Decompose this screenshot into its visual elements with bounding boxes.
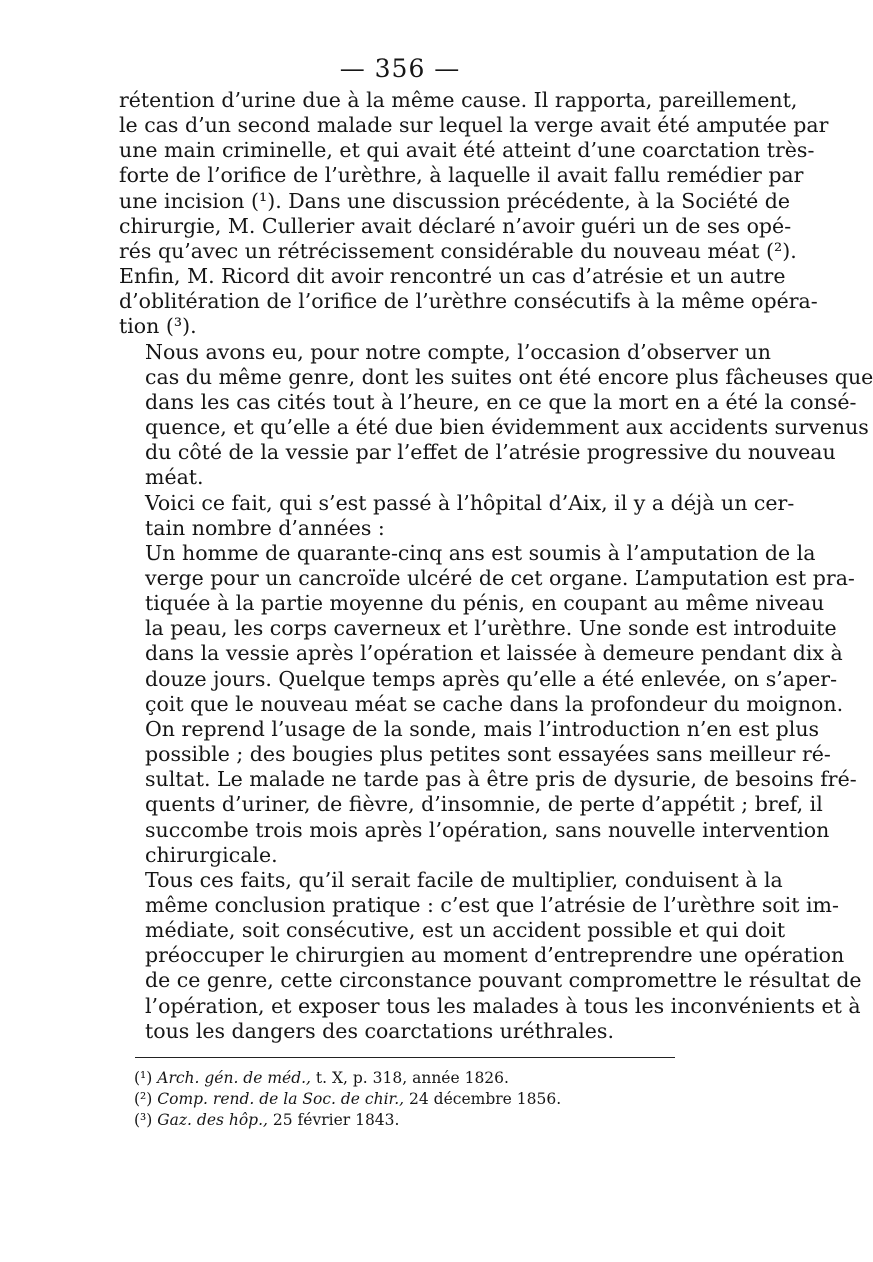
footnote-reference: 25 février 1843.: [267, 1111, 400, 1129]
text-line: tain nombre d’années :: [145, 515, 385, 540]
footnote: [134, 1110, 674, 1131]
text-line: possible ; des bougies plus petites sont essayées sans meilleur ré-: [145, 742, 831, 767]
footnote-separator: [135, 1057, 675, 1058]
footnote: [134, 1089, 674, 1110]
text-line: Nous avons eu, pour notre compte, l’occasion d’observer un: [145, 339, 772, 364]
text-line: Voici ce fait, qui s’est passé à l’hôpital d’Aix, il y a déjà un cer-: [145, 490, 795, 515]
paragraph: [119, 88, 829, 340]
footnote-marker: (¹): [134, 1069, 153, 1087]
text-line: le cas d’un second malade sur lequel la verge avait été amputée par: [119, 113, 829, 138]
text-line: sultat. Le malade ne tarde pas à être pris de dysurie, de besoins fré-: [145, 767, 857, 792]
text-line: verge pour un cancroïde ulcéré de cet organe. L’amputation est pra-: [145, 565, 855, 590]
text-line: chirurgie, M. Cullerier avait déclaré n’avoir guéri un de ses opé-: [119, 213, 792, 238]
text-line: préoccuper le chirurgien au moment d’entreprendre une opération: [145, 943, 845, 968]
text-line: méat.: [145, 465, 204, 490]
text-line: rés qu’avec un rétrécissement considérable du nouveau méat (²).: [119, 238, 797, 263]
footnote-reference: t. X, p. 318, année 1826.: [310, 1069, 509, 1087]
footnote-source: Gaz. des hôp.,: [157, 1111, 268, 1129]
text-line: même conclusion pratique : c’est que l’atrésie de l’urèthre soit im-: [145, 893, 839, 917]
text-line: quents d’uriner, de fièvre, d’insomnie, de perte d’appétit ; bref, il: [145, 792, 823, 817]
text-line: Un homme de quarante-cinq ans est soumis à l’amputation de la: [145, 540, 816, 565]
page-number: — 356 —: [339, 54, 461, 83]
paragraph: [119, 867, 862, 1044]
text-line: médiate, soit consécutive, est un accident possible et qui doit: [145, 918, 786, 943]
text-line: tion (³).: [119, 314, 197, 339]
body-text: [119, 88, 873, 1044]
text-line: l’opération, et exposer tous les malades à tous les inconvénients et à: [145, 993, 861, 1018]
text-line: dans la vessie après l’opération et laissée à demeure pendant dix à: [145, 641, 843, 666]
text-line: de ce genre, cette circonstance pouvant compromettre le résultat de: [145, 968, 862, 993]
footnote-source: Arch. gén. de méd.,: [157, 1069, 311, 1087]
paragraph: [119, 339, 873, 491]
text-line: tiquée à la partie moyenne du pénis, en coupant au même niveau: [145, 591, 825, 616]
text-line: forte de l’orifice de l’urèthre, à laquelle il avait fallu remédier par: [119, 163, 804, 188]
text-line: la peau, les corps caverneux et l’urèthre. Une sonde est introduite: [145, 616, 837, 641]
text-line: quence, et qu’elle a été due bien évidemment aux accidents survenus: [145, 415, 869, 440]
footnote: [134, 1068, 674, 1089]
paragraph: [119, 490, 795, 541]
text-line: tous les dangers des coarctations uréthrales.: [145, 1018, 614, 1043]
text-line: cas du même genre, dont les suites ont été encore plus fâcheuses que: [145, 364, 873, 389]
footnotes: [134, 1068, 674, 1131]
text-line: çoit que le nouveau méat se cache dans la profondeur du moignon.: [145, 691, 844, 716]
text-line: d’oblitération de l’orifice de l’urèthre consécutifs à la même opéra-: [119, 289, 818, 314]
text-line: chirurgicale.: [145, 842, 278, 867]
text-line: du côté de la vessie par l’effet de l’atrésie progressive du nouveau: [145, 440, 836, 465]
text-line: Tous ces faits, qu’il serait facile de multiplier, conduisent à la: [145, 867, 783, 892]
text-line: succombe trois mois après l’opération, sans nouvelle intervention: [145, 817, 830, 842]
text-line: Enfin, M. Ricord dit avoir rencontré un cas d’atrésie et un autre: [119, 264, 786, 289]
footnote-marker: (²): [134, 1090, 153, 1108]
footnote-reference: 24 décembre 1856.: [404, 1090, 562, 1108]
text-line: une incision (¹). Dans une discussion précédente, à la Société de: [119, 188, 790, 213]
footnote-marker: (³): [134, 1111, 153, 1129]
text-line: dans les cas cités tout à l’heure, en ce que la mort en a été la consé-: [145, 389, 857, 414]
text-line: On reprend l’usage de la sonde, mais l’introduction n’en est plus: [145, 716, 820, 741]
paragraph: [119, 540, 857, 868]
footnote-source: Comp. rend. de la Soc. de chir.,: [157, 1090, 405, 1108]
text-line: rétention d’urine due à la même cause. Il rapporta, pareillement,: [119, 88, 798, 112]
text-line: une main criminelle, et qui avait été atteint d’une coarctation très-: [119, 138, 815, 163]
text-line: douze jours. Quelque temps après qu’elle a été enlevée, on s’aper-: [145, 666, 838, 691]
